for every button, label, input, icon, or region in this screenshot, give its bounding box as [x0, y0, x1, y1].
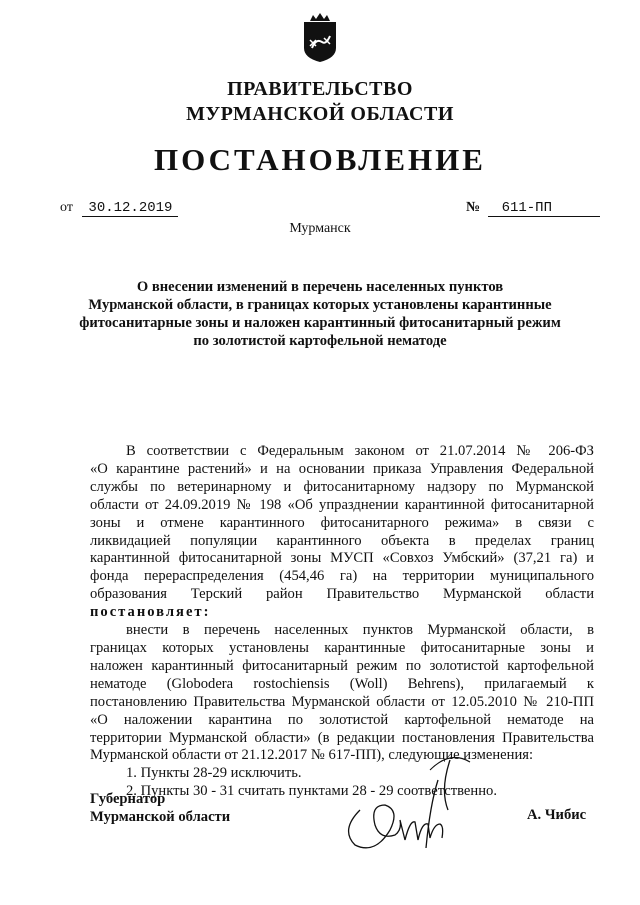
document-body [90, 443, 594, 801]
body-line: нематоде (Globodera rostochiensis (Woll) Behrens), прилагаемый к [90, 675, 594, 692]
signer-position-line1: Губернатор [90, 791, 166, 807]
date-row [60, 200, 178, 217]
body-line: карантинной фитосанитарной зоны МУСП «Совхоз Умбский» (37,21 га) и [90, 550, 594, 567]
body-line: службы по ветеринарному и фитосанитарному надзору по Мурманской [90, 478, 594, 495]
body-line: зоны и отмене карантинного фитосанитарного режима» в связи с [90, 514, 594, 531]
list-item: 1. Пункты 28-29 исключить. [126, 765, 302, 782]
city: Мурманск [289, 221, 351, 236]
body-line: внести в перечень населенных пунктов Мурманской области, в [126, 622, 594, 639]
title-line: О внесении изменений в перечень населенных пунктов [136, 279, 504, 295]
signer-position [90, 790, 230, 826]
body-line: территории Мурманской области» (в редакции постановления Правительства [90, 729, 594, 746]
body-line: «О наложении карантина по золотистой картофельной нематоде на [90, 711, 594, 728]
body-line: образования Терский район Правительство Мурманской области [90, 586, 594, 603]
document-number: 611-ПП [488, 200, 600, 217]
government-name-line1: ПРАВИТЕЛЬСТВО [227, 78, 413, 100]
body-line: В соответствии с Федеральным законом от 21.07.2014 № 206-ФЗ [126, 443, 594, 459]
signer-name: А. Чибис [527, 807, 587, 823]
number-row [466, 200, 600, 217]
title-line: Мурманской области, в границах которых установлены карантинные [88, 297, 552, 313]
region-emblem-icon [300, 12, 340, 64]
title-line: фитосанитарные зоны и наложен карантинный фитосанитарный режим [79, 315, 561, 331]
body-line: ликвидацией популяции карантинного объекта в пределах границ [90, 532, 594, 549]
document-title [60, 278, 580, 350]
government-name-line2: МУРМАНСКОЙ ОБЛАСТИ [186, 103, 454, 125]
document-date: 30.12.2019 [82, 200, 178, 217]
list-item: 2. Пункты 30 - 31 считать пунктами 28 - 29 соответственно. [126, 783, 497, 800]
document-type: ПОСТАНОВЛЕНИЕ [154, 142, 486, 177]
resolves-word: постановляет: [90, 604, 211, 621]
title-line: по золотистой картофельной нематоде [193, 333, 447, 349]
body-line: фонда перераспределения (454,46 га) на территории муниципального [90, 568, 594, 585]
number-prefix: № [466, 200, 481, 215]
body-line: границах которых установлены карантинные фитосанитарные зоны и [90, 639, 594, 656]
signer-position-line2: Мурманской области [90, 809, 231, 825]
body-line: «О карантине растений» и на основании приказа Управления Федеральной [90, 460, 594, 477]
handwritten-signature [330, 750, 500, 860]
body-line: области от 24.09.2019 № 198 «Об упразднении карантинной фитосанитарной [90, 496, 594, 513]
date-prefix: от [60, 200, 73, 215]
body-line: наложен карантинный фитосанитарный режим по золотистой картофельной [90, 657, 594, 674]
body-line: постановлению Правительства Мурманской области от 12.05.2010 № 210-ПП [90, 693, 594, 710]
body-line: Мурманской области от 21.12.2017 № 617-ПП), следующие изменения: [90, 747, 534, 764]
